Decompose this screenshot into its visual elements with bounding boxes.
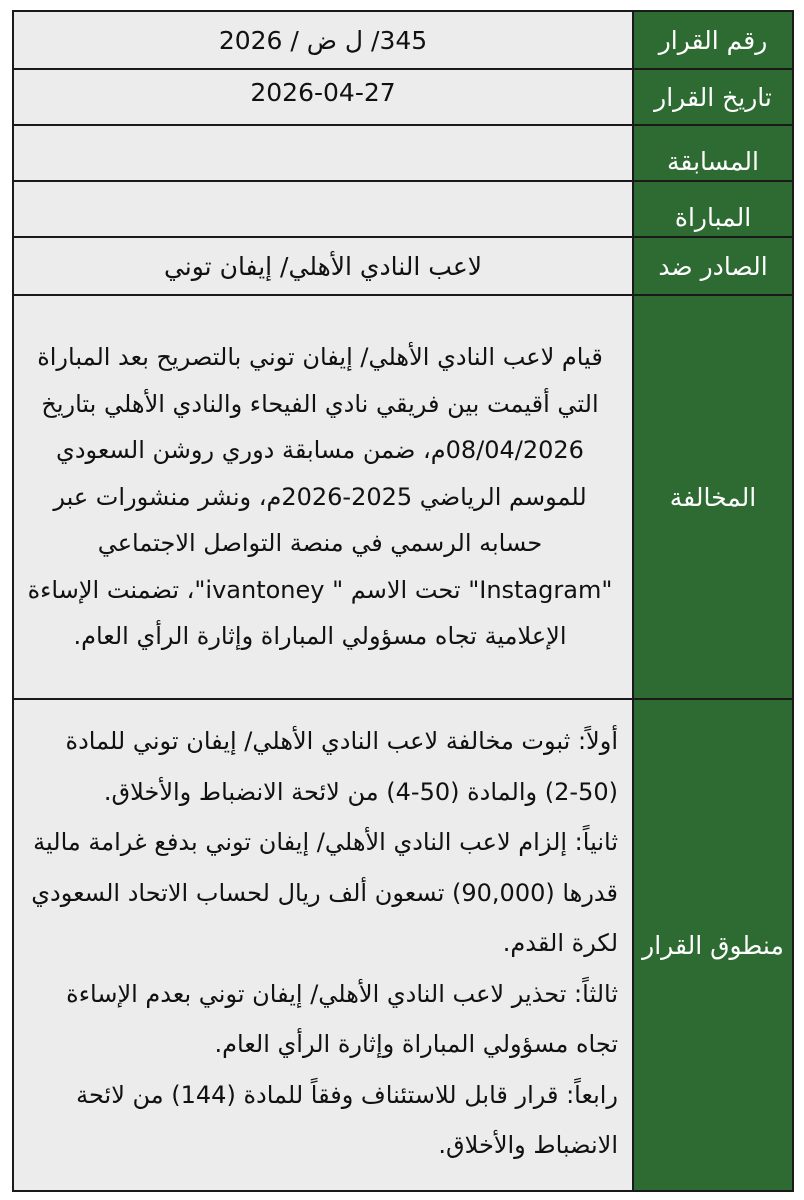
- ruling-label: منطوق القرار: [632, 700, 792, 1190]
- row-competition: [14, 126, 792, 182]
- decision-table: [12, 10, 794, 1192]
- ruling-item-3: ثالثاً: تحذير لاعب النادي الأهلي/ إيفان توني بعدم الإساءة تجاه مسؤولي المباراة وإثارة الرأي العام.: [66, 979, 618, 1058]
- decision-number-label: رقم القرار: [632, 12, 792, 68]
- decision-date-label: تاريخ القرار: [632, 70, 792, 124]
- decision-date-text: 2026-04-27: [250, 78, 396, 107]
- competition-value: [14, 126, 632, 180]
- row-match: [14, 182, 792, 238]
- match-label: المباراة: [632, 182, 792, 236]
- ruling-item-4: رابعاً: قرار قابل للاستئناف وفقاً للمادة (144) من لائحة الانضباط والأخلاق.: [76, 1080, 618, 1159]
- violation-text: قيام لاعب النادي الأهلي/ إيفان توني بالتصريح بعد المباراة التي أقيمت بين فريقي نادي الفيحاء والنادي الأهلي بتاريخ 08/04/2026م، ضمن مسابقة دوري روشن السعودي للموسم الرياضي 2025-2026م، ونشر منشورات عبر حسابه الرسمي في منصة التواصل الاجتماعي "Instagram" تحت الاسم " ivantoney"، تضمنت الإساءة الإعلامية تجاه مسؤولي المباراة وإثارة الرأي العام.: [27, 343, 613, 651]
- violation-label: المخالفة: [632, 296, 792, 698]
- ruling-item-2: ثانياً: إلزام لاعب النادي الأهلي/ إيفان توني بدفع غرامة مالية قدرها (90,000) تسعون ألف ريال لحساب الاتحاد السعودي لكرة القدم.: [31, 828, 618, 957]
- row-decision-number: [14, 12, 792, 70]
- competition-label: المسابقة: [632, 126, 792, 180]
- decision-number-value: [14, 12, 632, 68]
- decision-number-text: 345/ ل ض / 2026: [218, 25, 428, 55]
- ruling-value: [14, 700, 632, 1190]
- match-value: [14, 182, 632, 236]
- row-violation: [14, 296, 792, 700]
- decision-date-value: [14, 70, 632, 124]
- issued-against-label: الصادر ضد: [632, 238, 792, 294]
- ruling-list: [14, 708, 632, 1177]
- ruling-item-1: أولاً: ثبوت مخالفة لاعب النادي الأهلي/ إيفان توني للمادة (50-2) والمادة (50-4) من لائحة الانضباط والأخلاق.: [65, 727, 618, 806]
- row-decision-date: [14, 70, 792, 126]
- row-ruling: [14, 700, 792, 1190]
- issued-against-text: لاعب النادي الأهلي/ إيفان توني: [163, 251, 483, 281]
- row-issued-against: [14, 238, 792, 296]
- issued-against-value: [14, 238, 632, 294]
- violation-value: [14, 296, 632, 698]
